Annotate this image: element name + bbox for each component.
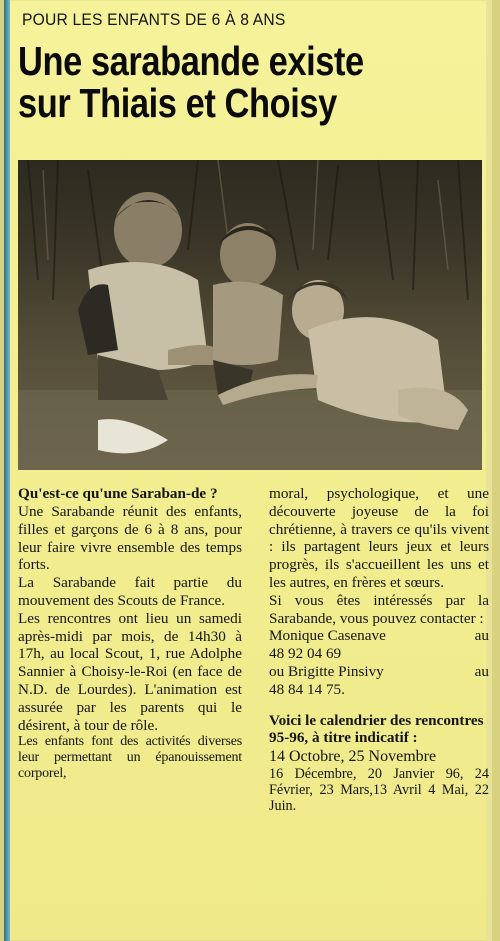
calendar-heading: Voici le calendrier des rencontres 95-96, à titre indicatif : <box>269 711 484 747</box>
paragraph: Les enfants font des activités diverses leur permettant un épanouissement corporel, <box>18 734 242 782</box>
contact-line-2 <box>269 663 489 681</box>
article-headline <box>18 40 413 124</box>
section-question: Qu'est-ce qu'une Saraban-de ? <box>18 485 218 502</box>
contact-prefix: au <box>474 662 489 680</box>
paragraph: Une Sarabande réunit des enfants, filles et garçons de 6 à 8 ans, pour leur faire vivre ensemble des temps forts. <box>18 503 242 574</box>
headline-line-1: Une sarabande existe <box>18 38 364 84</box>
contact-name: ou Brigitte Pinsivy <box>269 662 384 680</box>
article-kicker: POUR LES ENFANTS DE 6 À 8 ANS <box>22 10 286 29</box>
calendar-dates: 14 Octobre, 25 Novembre <box>269 748 437 766</box>
contact-name: Monique Casenave <box>269 627 386 645</box>
headline-line-2: sur Thiais et Choisy <box>18 80 337 126</box>
contact-prefix: au <box>474 627 489 645</box>
paragraph: moral, psychologique, et une découverte joyeuse de la foi chrétienne, à travers ce qu'ils vivent : ils partagent leurs jeux et leurs progrès, ils s'accueillent les uns et les autres, en frères et sœurs. <box>269 485 489 591</box>
paragraph: Les rencontres ont lieu un samedi après-midi par mois, de 14h30 à 17h, au local Scout, 1, rue Adolphe Sannier à Choisy-le-Roi (en face de N.D. de Lourdes). L'animation est assurée par les parents qui le désirent, à tour de rôle. <box>18 609 242 734</box>
contact-line-1 <box>269 627 489 645</box>
paragraph: La Sarabande fait partie du mouvement des Scouts de France. <box>18 574 242 609</box>
photo-illustration <box>18 160 482 470</box>
contact-phone: 48 84 14 75. <box>269 680 345 698</box>
newspaper-clipping <box>4 0 492 941</box>
calendar-dates: 16 Décembre, 20 Janvier 96, 24 Février, 23 Mars,13 Avril 4 Mai, 22 Juin. <box>269 766 489 815</box>
article-left-column <box>18 485 242 782</box>
children-playing-photo <box>18 160 482 470</box>
article-right-column <box>269 485 489 814</box>
page-edge <box>4 0 10 941</box>
paragraph: Si vous êtes intéressés par la Sarabande, vous pouvez contacter : <box>269 591 489 627</box>
contact-phone: 48 92 04 69 <box>269 645 342 663</box>
